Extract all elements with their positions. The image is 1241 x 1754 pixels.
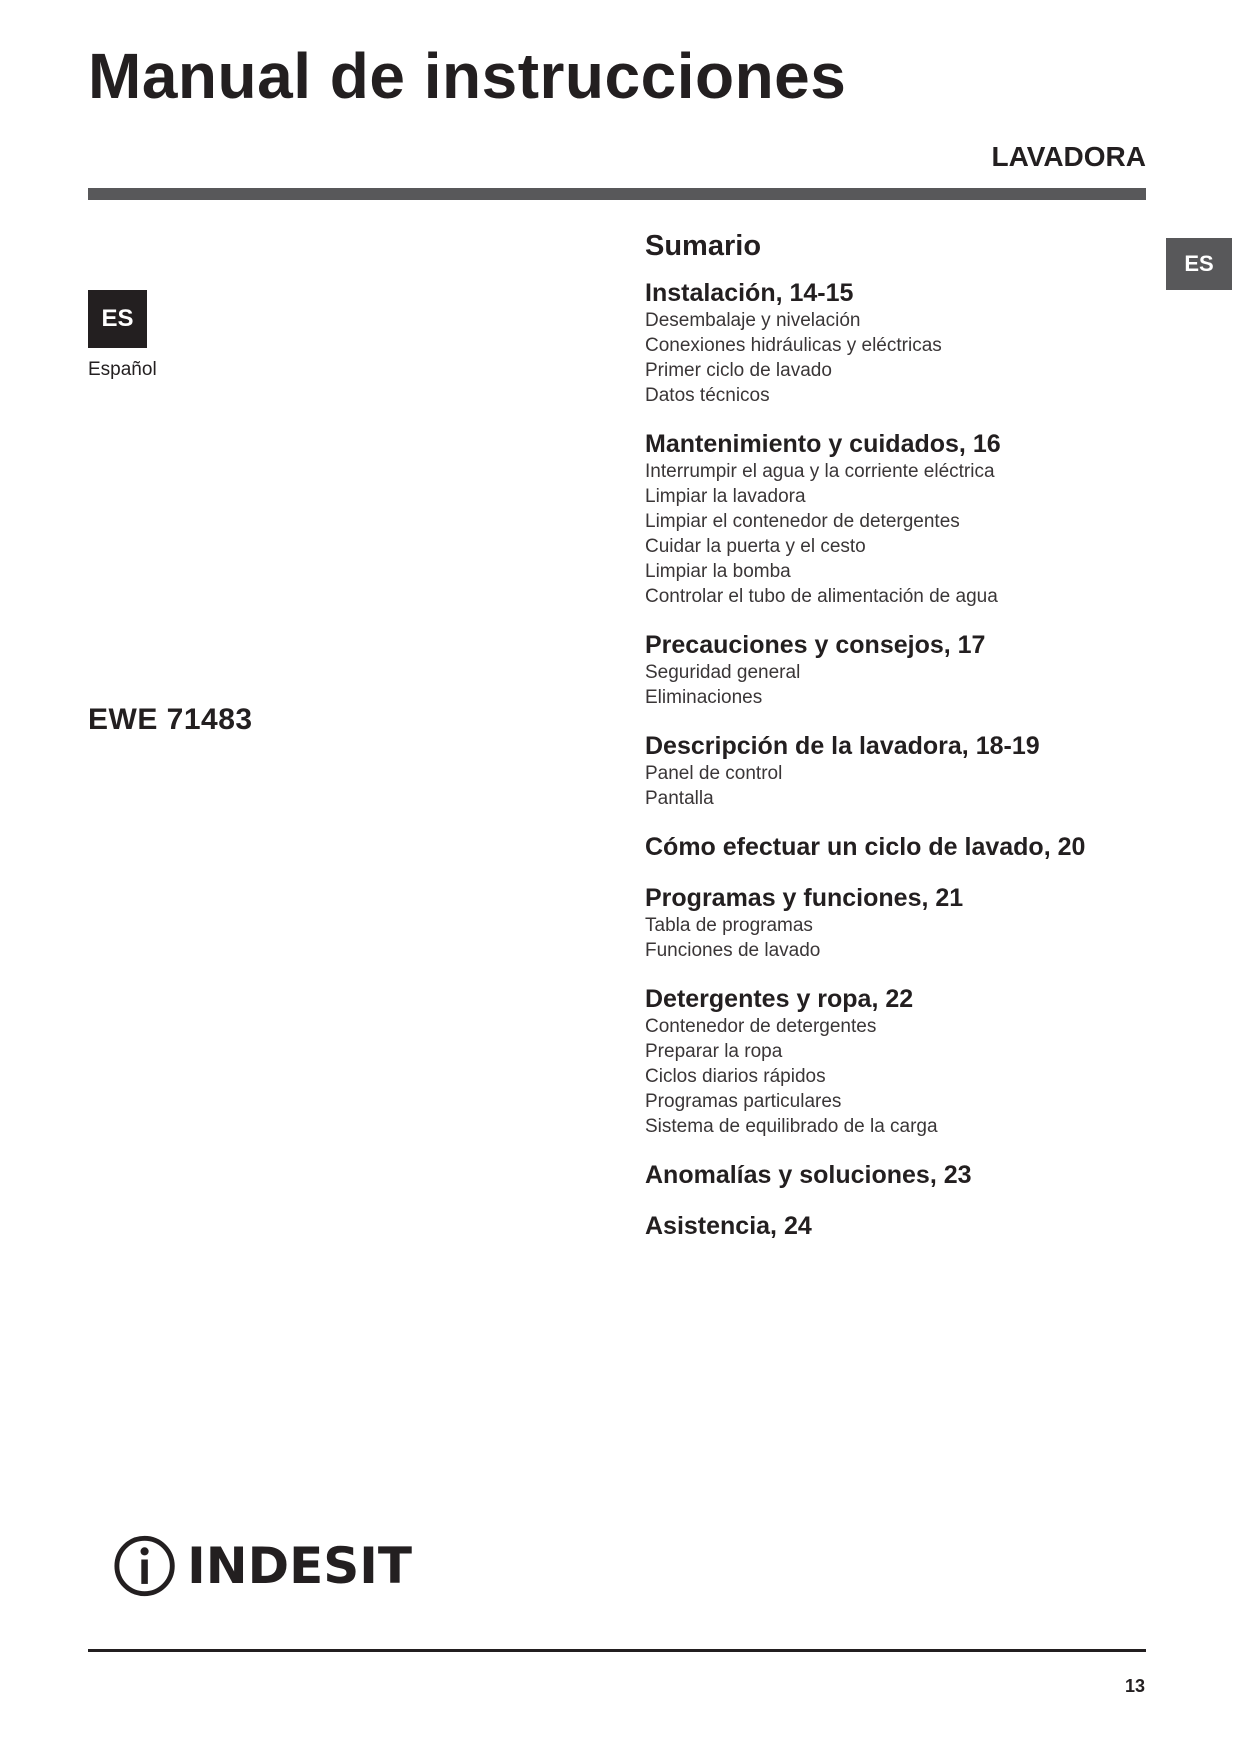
toc-item: Programas particulares (645, 1091, 842, 1112)
toc-section-heading: Detergentes y ropa, 22 (645, 985, 914, 1013)
brand-name: INDESIT (187, 1537, 412, 1595)
toc-title: Sumario (645, 230, 762, 262)
toc-section (645, 630, 1145, 710)
toc-item: Cuidar la puerta y el cesto (645, 536, 866, 557)
language-side-tab (1166, 238, 1232, 290)
toc-section-heading: Anomalías y soluciones, 23 (645, 1161, 972, 1189)
toc-item: Pantalla (645, 788, 714, 809)
side-tab-label: ES (1184, 251, 1214, 276)
toc-section (645, 1160, 1145, 1190)
toc-section-heading: Programas y funciones, 21 (645, 884, 964, 912)
toc-section (645, 984, 1145, 1139)
toc-sections (645, 278, 1145, 1241)
indesit-logo-icon (112, 1526, 177, 1606)
toc-item: Controlar el tubo de alimentación de agua (645, 586, 998, 607)
toc-section-heading: Mantenimiento y cuidados, 16 (645, 430, 1001, 458)
table-of-contents (645, 228, 1145, 1262)
toc-item: Conexiones hidráulicas y eléctricas (645, 335, 942, 356)
toc-section (645, 1211, 1145, 1241)
toc-section (645, 429, 1145, 609)
toc-item: Interrumpir el agua y la corriente eléctrica (645, 461, 995, 482)
bottom-rule (88, 1649, 1146, 1652)
toc-section (645, 278, 1145, 408)
toc-section (645, 883, 1145, 963)
toc-item: Datos técnicos (645, 385, 770, 406)
toc-section-heading: Asistencia, 24 (645, 1212, 812, 1240)
page-title: Manual de instrucciones (88, 40, 847, 112)
toc-item: Primer ciclo de lavado (645, 360, 832, 381)
toc-section-heading: Descripción de la lavadora, 18-19 (645, 732, 1040, 760)
toc-item: Funciones de lavado (645, 940, 821, 961)
model-number: EWE 71483 (88, 703, 253, 736)
toc-item: Desembalaje y nivelación (645, 310, 861, 331)
toc-section (645, 832, 1145, 862)
language-name: Español (88, 359, 157, 380)
product-type: LAVADORA (991, 141, 1146, 172)
toc-item: Panel de control (645, 763, 783, 784)
toc-item: Contenedor de detergentes (645, 1016, 877, 1037)
toc-section-heading: Cómo efectuar un ciclo de lavado, 20 (645, 833, 1086, 861)
top-rule (88, 188, 1146, 200)
toc-item: Limpiar la bomba (645, 561, 791, 582)
language-badge (88, 290, 147, 348)
toc-section-heading: Instalación, 14-15 (645, 279, 854, 307)
toc-section (645, 731, 1145, 811)
page-number: 13 (1124, 1676, 1145, 1696)
toc-item: Limpiar el contenedor de detergentes (645, 511, 960, 532)
brand-logo (112, 1526, 412, 1606)
toc-item: Limpiar la lavadora (645, 486, 806, 507)
toc-item: Eliminaciones (645, 687, 763, 708)
language-code: ES (101, 305, 134, 332)
toc-item: Preparar la ropa (645, 1041, 783, 1062)
toc-section-heading: Precauciones y consejos, 17 (645, 631, 986, 659)
toc-item: Sistema de equilibrado de la carga (645, 1116, 938, 1137)
toc-item: Ciclos diarios rápidos (645, 1066, 826, 1087)
toc-item: Seguridad general (645, 662, 801, 683)
toc-item: Tabla de programas (645, 915, 813, 936)
